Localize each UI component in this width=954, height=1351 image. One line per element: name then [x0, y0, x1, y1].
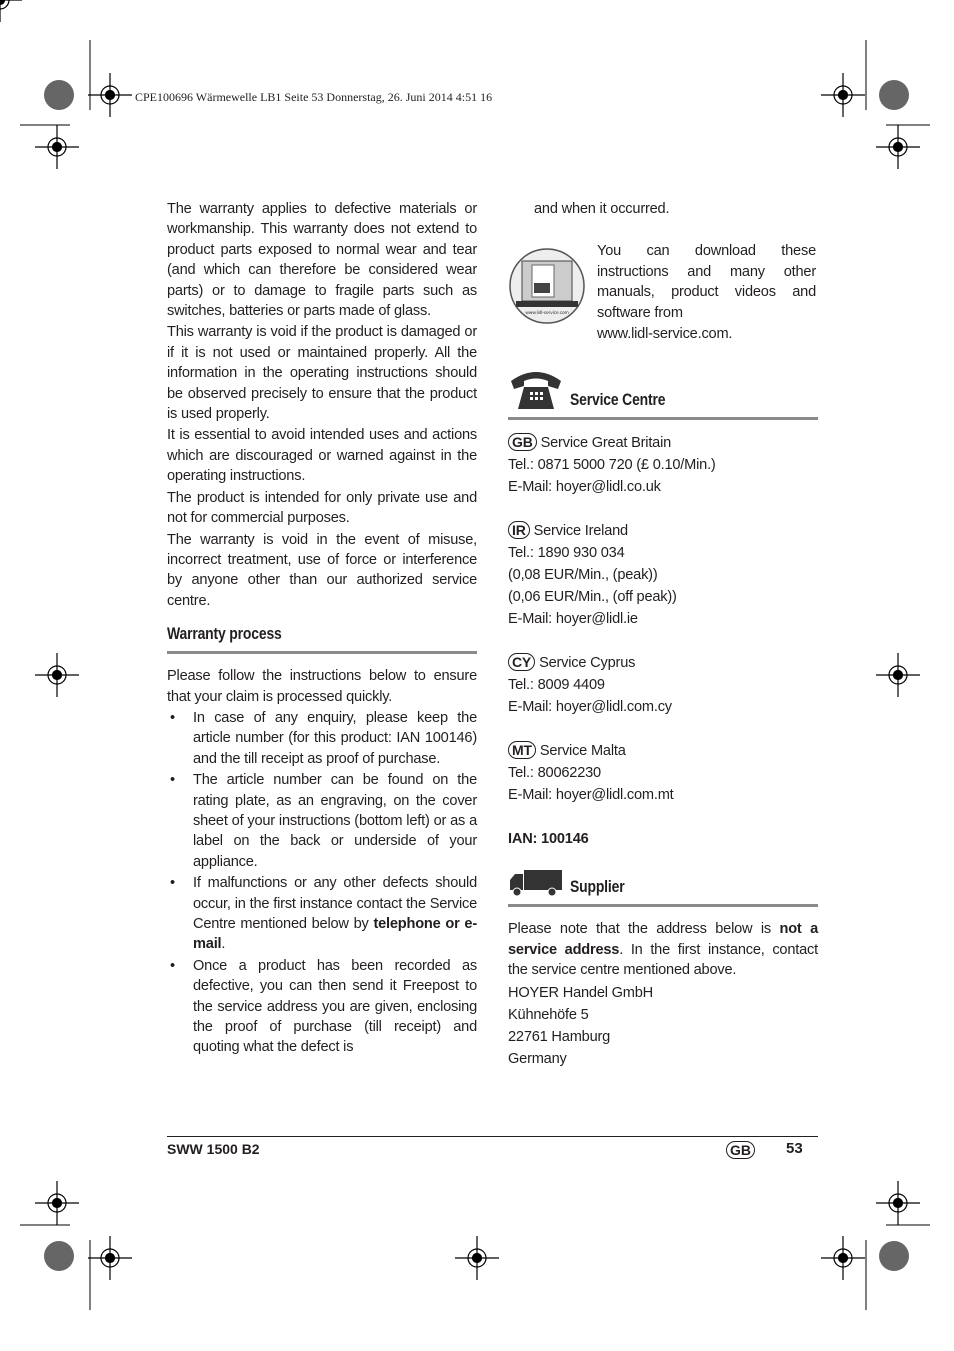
download-url[interactable]: www.lidl-service.com.	[597, 326, 733, 343]
continuation-text: and when it occurred.	[534, 201, 670, 217]
right-column	[508, 199, 818, 1070]
download-text: You can download these instructions and many other manuals, product videos and software from	[597, 243, 816, 321]
service-malta: MT Service Malta Tel.: 80062230 E-Mail: hoyer@lidl.com.mt	[508, 742, 674, 804]
country-badge: IR	[508, 521, 530, 539]
heading-rule	[508, 904, 818, 907]
paragraph: The warranty applies to defective materials or workmanship. This warranty does not extend to product parts exposed to normal wear and tear (and which can therefore be considered wear parts) or to damage to fragile parts such as switches, batteries or parts made of glass.	[167, 201, 477, 320]
bullet-list	[167, 708, 477, 1058]
service-cyprus: CY Service Cyprus Tel.: 8009 4409 E-Mail: hoyer@lidl.com.cy	[508, 654, 672, 716]
list-item: • The article number can be found on the rating plate, as an engraving, on the cover sheet of your instructions (bottom left) or as a label on the back or underside of your appliance.	[167, 770, 477, 872]
footer-rule	[167, 1136, 818, 1137]
list-item: • In case of any enquiry, please keep the article number (for this product: IAN 100146) and the till receipt as proof of purchase.	[167, 708, 477, 769]
telephone-icon	[508, 367, 564, 411]
supplier-heading: Supplier	[570, 877, 625, 897]
list-item: • Once a product has been recorded as defective, you can then send it Freepost to the service address you are given, enclosing the proof of purchase (till receipt) and quoting what the defect is	[167, 956, 477, 1058]
left-column	[167, 199, 477, 1059]
truck-icon	[508, 868, 564, 898]
footer-language-badge: GB	[726, 1141, 755, 1159]
paragraph: The warranty is void in the event of misuse, incorrect treatment, use of force or interference by anyone other than our authorized service centre.	[167, 531, 477, 609]
country-badge: GB	[508, 433, 537, 451]
page-number: 53	[786, 1140, 803, 1157]
paragraph: Please follow the instructions below to ensure that your claim is processed quickly.	[167, 668, 477, 705]
country-badge: CY	[508, 653, 535, 671]
supplier-note: Please note that the address below is not a service address. In the first instance, contact the service centre mentioned above.	[508, 921, 818, 979]
service-ireland: IR Service Ireland Tel.: 1890 930 034 (0,08 EUR/Min., (peak)) (0,06 EUR/Min., (off peak)) E-Mail: hoyer@lidl.ie	[508, 522, 677, 628]
heading-rule	[167, 651, 477, 654]
service-gb: GB Service Great Britain Tel.: 0871 5000 720 (£ 0.10/Min.) E-Mail: hoyer@lidl.co.uk	[508, 434, 716, 496]
supplier-header	[508, 868, 818, 898]
warranty-process-heading: Warranty process	[167, 624, 282, 644]
print-header: CPE100696 Wärmewelle LB1 Seite 53 Donnerstag, 26. Juni 2014 4:51 16	[135, 90, 493, 104]
footer-model: SWW 1500 B2	[167, 1141, 260, 1157]
download-section	[508, 241, 818, 345]
paragraph: This warranty is void if the product is damaged or if it is not used or maintained properly. All the information in the operating instructions should be observed precisely to ensure that the product is used properly.	[167, 324, 477, 423]
ian-number: IAN: 100146	[508, 831, 589, 848]
list-item: • If malfunctions or any other defects should occur, in the first instance contact the Service Centre mentioned below by telephone or e-mail.	[167, 873, 477, 955]
supplier-address: HOYER Handel GmbH Kühnehöfe 5 22761 Hamburg Germany	[508, 984, 654, 1067]
paragraph: It is essential to avoid intended uses and actions which are discouraged or warned against in the operating instructions.	[167, 427, 477, 485]
svg-text:www.lidl-service.com: www.lidl-service.com	[525, 311, 569, 317]
heading-rule	[508, 417, 818, 420]
service-centre-header	[508, 367, 818, 411]
service-centre-heading: Service Centre	[570, 390, 666, 410]
lidl-service-download-icon	[508, 247, 586, 325]
paragraph: The product is intended for only private use and not for commercial purposes.	[167, 489, 477, 527]
country-badge: MT	[508, 741, 536, 759]
